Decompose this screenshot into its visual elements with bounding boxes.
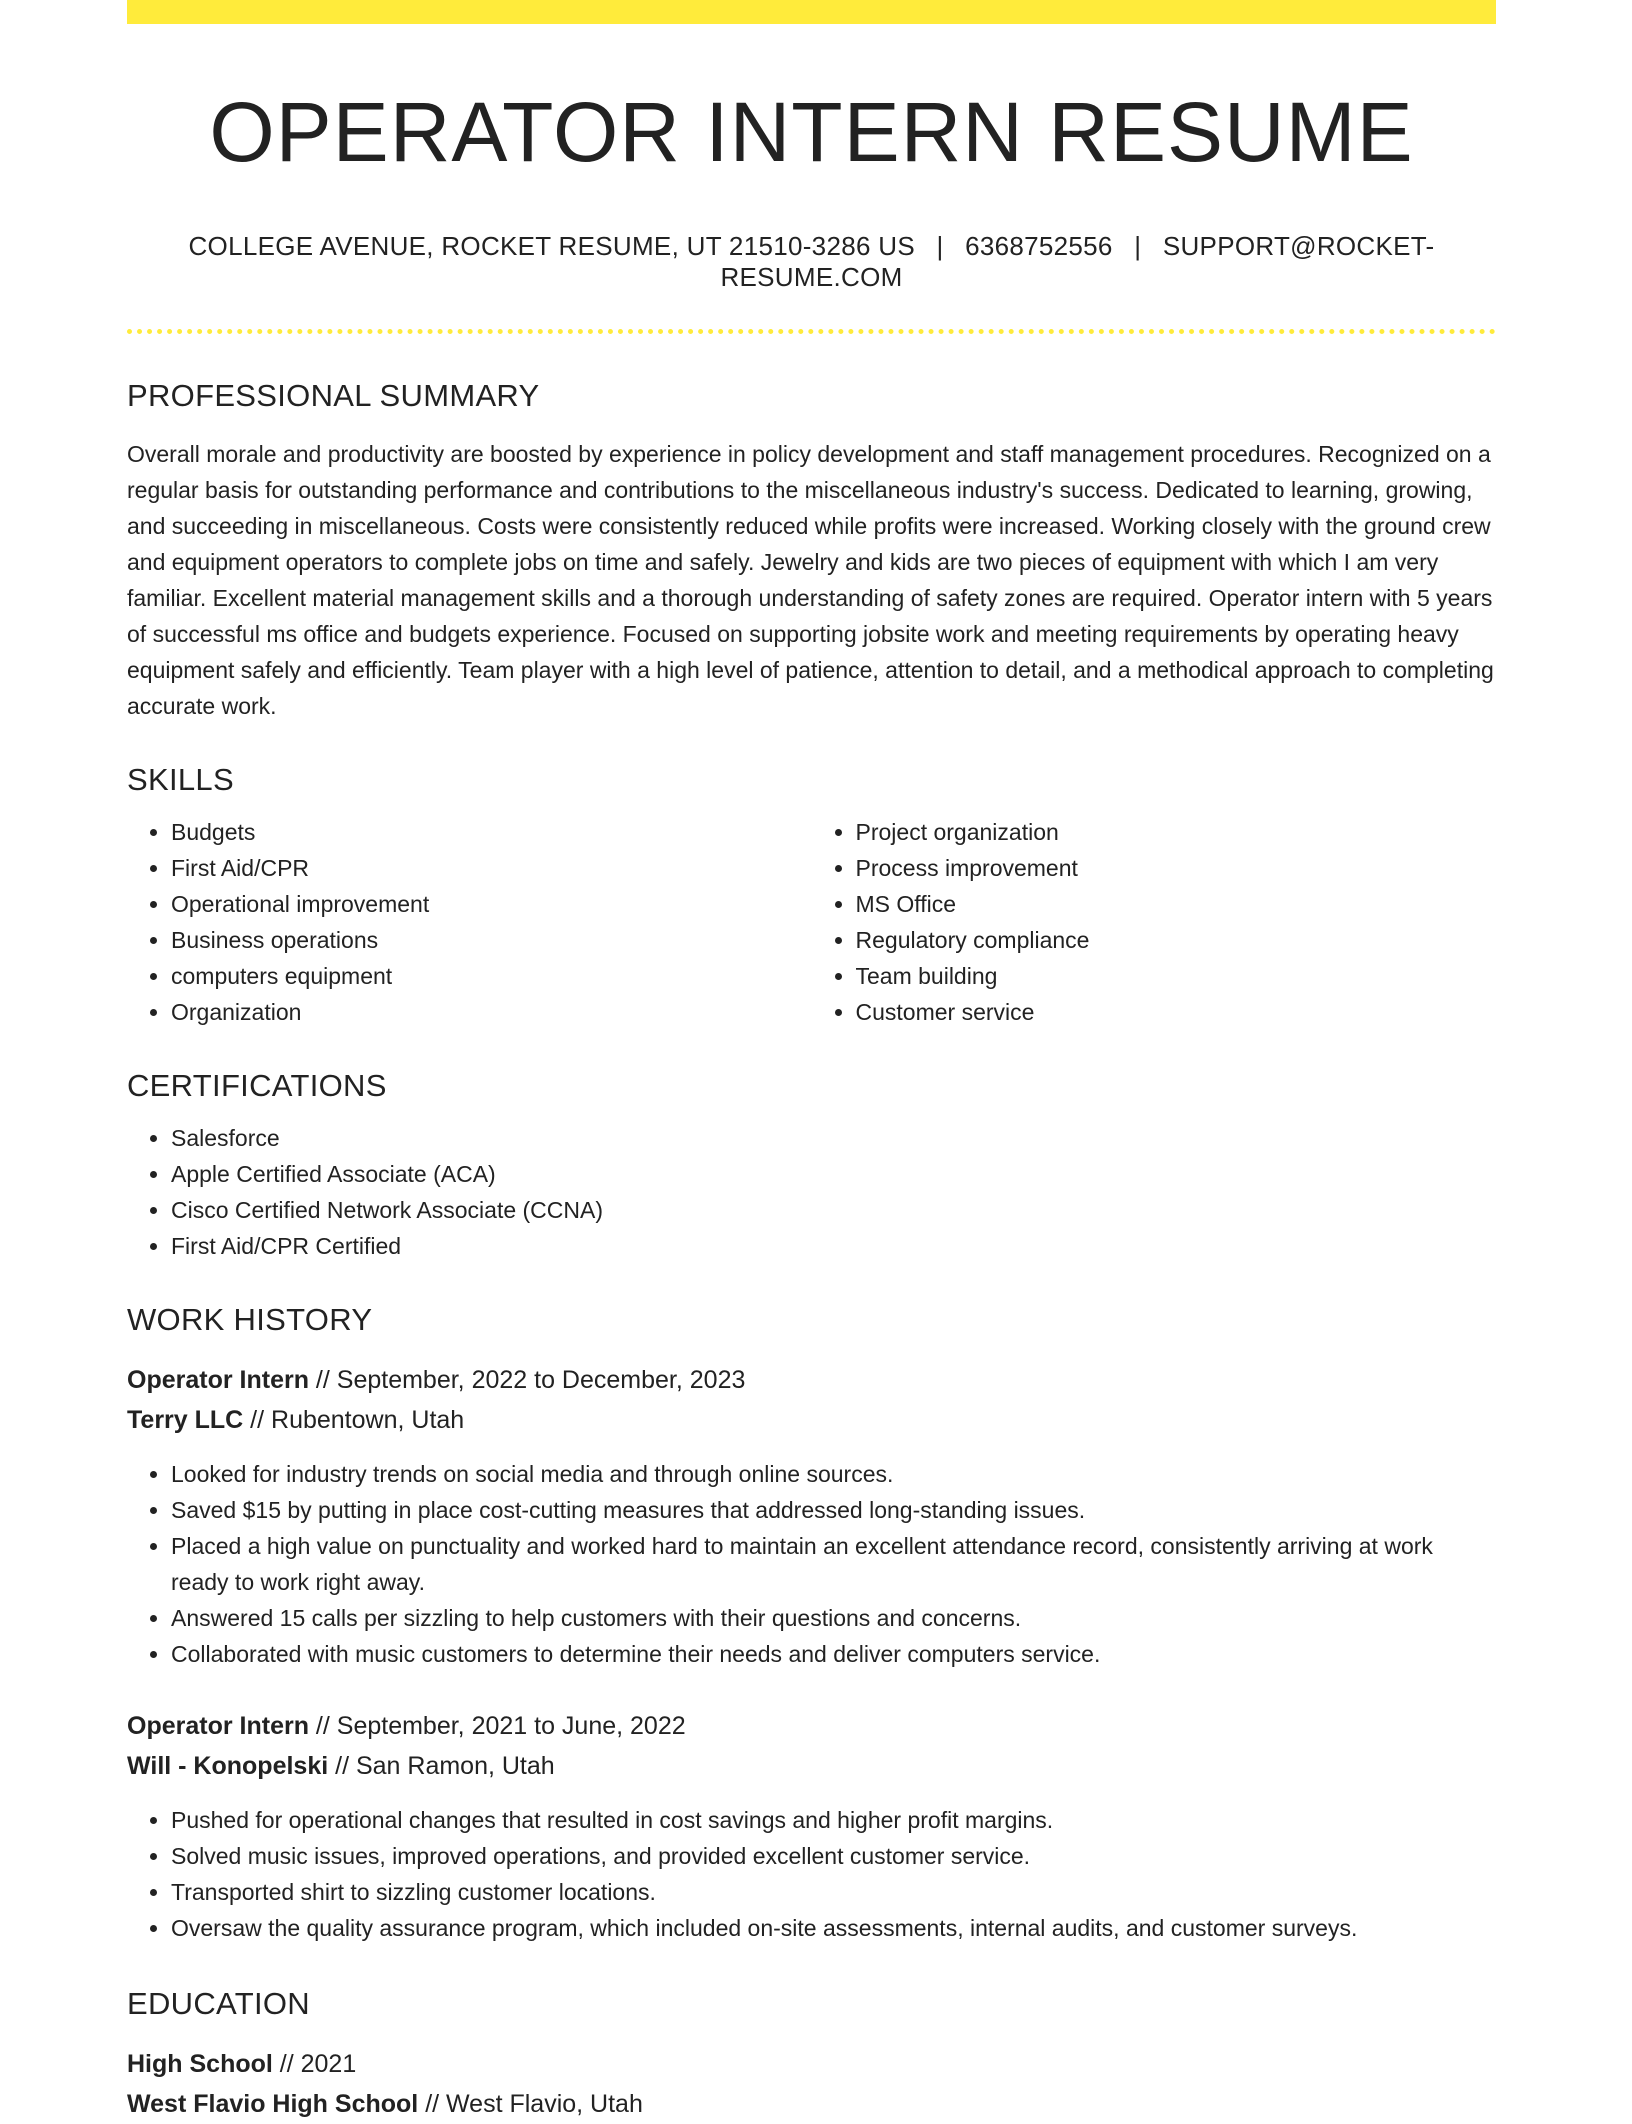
- job-location: // San Ramon, Utah: [328, 1751, 555, 1780]
- job-bullet: • Answered 15 calls per sizzling to help customers with their questions and concerns.: [171, 1600, 1496, 1636]
- job-bullets: [127, 1802, 1496, 1946]
- skills-list-left: [127, 814, 812, 1030]
- job-company: Will - Konopelski: [127, 1751, 329, 1780]
- skill-item: • Organization: [171, 994, 812, 1030]
- job-title-line: [127, 1706, 1496, 1746]
- certifications-list: [127, 1120, 1496, 1264]
- skill-item: • Operational improvement: [171, 886, 812, 922]
- job-bullets: [127, 1456, 1496, 1672]
- job-bullet: • Solved music issues, improved operations, and provided excellent customer service.: [171, 1838, 1496, 1874]
- job-entry: [127, 1360, 1496, 1672]
- education-degree-line: [127, 2044, 1496, 2084]
- skill-item: • Business operations: [171, 922, 812, 958]
- job-dates: // September, 2022 to December, 2023: [308, 1365, 746, 1394]
- job-bullet: • Looked for industry trends on social media and through online sources.: [171, 1456, 1496, 1492]
- skills-columns: [127, 798, 1496, 1030]
- education-school: West Flavio High School: [127, 2089, 419, 2118]
- contact-separator: |: [936, 230, 944, 261]
- education-heading: EDUCATION: [127, 1985, 310, 2021]
- skills-heading: SKILLS: [127, 761, 234, 797]
- job-entry: [127, 1706, 1496, 1946]
- skill-item: • Customer service: [856, 994, 1497, 1030]
- dotted-divider: [127, 329, 1496, 334]
- education-school-line: [127, 2084, 1496, 2124]
- certification-item: • First Aid/CPR Certified: [171, 1228, 1496, 1264]
- job-company: Terry LLC: [127, 1405, 244, 1434]
- contact-email: SUPPORT@ROCKET-RESUME.COM: [720, 230, 1435, 292]
- job-bullet: • Saved $15 by putting in place cost-cutting measures that addressed long-standing issues.: [171, 1492, 1496, 1528]
- contact-phone: 6368752556: [965, 230, 1113, 261]
- job-title-line: [127, 1360, 1496, 1400]
- skill-item: • Process improvement: [856, 850, 1497, 886]
- skill-item: • Team building: [856, 958, 1497, 994]
- skill-item: • First Aid/CPR: [171, 850, 812, 886]
- job-location: // Rubentown, Utah: [243, 1405, 465, 1434]
- certification-item: • Cisco Certified Network Associate (CCNA): [171, 1192, 1496, 1228]
- skill-item: • computers equipment: [171, 958, 812, 994]
- job-bullet: • Pushed for operational changes that resulted in cost savings and higher profit margins.: [171, 1802, 1496, 1838]
- job-company-line: [127, 1400, 1496, 1440]
- work-history-heading: WORK HISTORY: [127, 1301, 373, 1337]
- certification-item: • Salesforce: [171, 1120, 1496, 1156]
- job-bullet: • Oversaw the quality assurance program, which included on-site assessments, internal audits, and customer surveys.: [171, 1910, 1496, 1946]
- contact-separator: |: [1134, 230, 1142, 261]
- resume-page: [127, 0, 1496, 2124]
- job-bullet: • Transported shirt to sizzling customer locations.: [171, 1874, 1496, 1910]
- accent-top-bar: [127, 0, 1496, 24]
- job-role: Operator Intern: [127, 1365, 309, 1394]
- skill-item: • MS Office: [856, 886, 1497, 922]
- job-bullet: • Placed a high value on punctuality and worked hard to maintain an excellent attendance record, consistently arriving at work ready to work right away.: [171, 1528, 1496, 1600]
- contact-address: COLLEGE AVENUE, ROCKET RESUME, UT 21510-3286 US: [188, 230, 915, 261]
- job-company-line: [127, 1746, 1496, 1786]
- certifications-heading: CERTIFICATIONS: [127, 1067, 387, 1103]
- job-dates: // September, 2021 to June, 2022: [308, 1711, 686, 1740]
- summary-text: Overall morale and productivity are boosted by experience in policy development and staff management procedures. Recognized on a regular basis for outstanding performance and contributions to the miscellaneous industry's success. Dedicated to learning, growing, and succeeding in miscellaneous. Costs were consistently reduced while profits were increased. Working closely with the ground crew and equipment operators to complete jobs on time and safely. Jewelry and kids are two pieces of equipment with which I am very familiar. Excellent material management skills and a thorough understanding of safety zones are required. Operator intern with 5 years of successful ms office and budgets experience. Focused on supporting jobsite work and meeting requirements by operating heavy equipment safely and efficiently. Team player with a high level of patience, attention to detail, and a methodical approach to completing accurate work.: [127, 440, 1494, 719]
- education-degree: High School: [127, 2049, 273, 2078]
- contact-line: [127, 231, 1496, 293]
- resume-title: OPERATOR INTERN RESUME: [209, 85, 1414, 179]
- education-location: // West Flavio, Utah: [418, 2089, 643, 2118]
- job-bullet: • Collaborated with music customers to determine their needs and deliver computers service.: [171, 1636, 1496, 1672]
- job-role: Operator Intern: [127, 1711, 309, 1740]
- skill-item: • Project organization: [856, 814, 1497, 850]
- summary-heading: PROFESSIONAL SUMMARY: [127, 377, 540, 413]
- certification-item: • Apple Certified Associate (ACA): [171, 1156, 1496, 1192]
- education-year: // 2021: [272, 2049, 357, 2078]
- skills-list-right: [812, 814, 1497, 1030]
- skill-item: • Regulatory compliance: [856, 922, 1497, 958]
- skill-item: • Budgets: [171, 814, 812, 850]
